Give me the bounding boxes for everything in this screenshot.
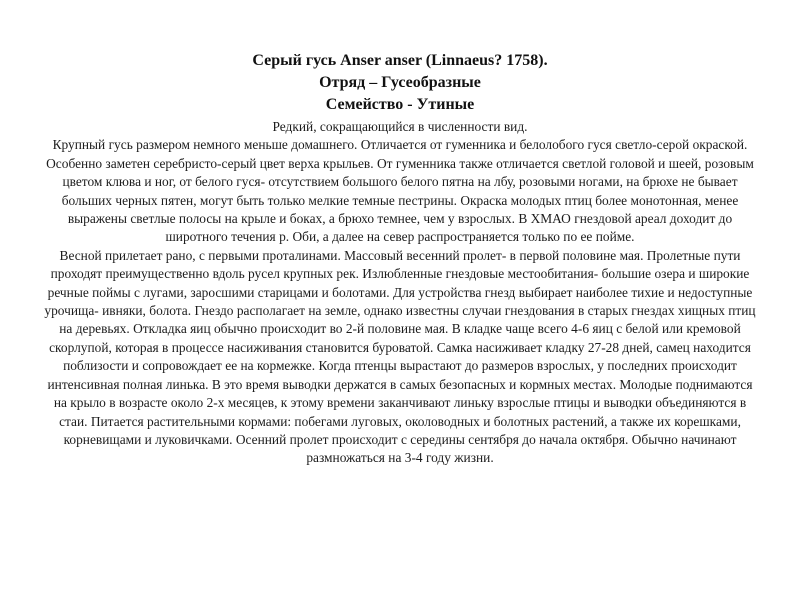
order-heading: Отряд – Гусеобразные bbox=[319, 74, 481, 91]
slide-content bbox=[40, 50, 760, 468]
body-text bbox=[40, 118, 760, 468]
family-heading: Семейство - Утиные bbox=[325, 96, 475, 113]
biology-paragraph: Весной прилетает рано, с первыми проталинами. Массовый весенний пролет- в первой половине мая. Пролетные пути проходят преимущественно вдоль русел крупных рек. Излюбленные гнездовые местообитания- большие озера и широкие речные поймы с лугами, заросшими старицами и болотами. Для устройства гнезд выбирает наиболее тихие и недоступные урочища- ивняки, болота. Гнездо располагает на земле, однако известны случаи гнездования в старых гнездах хищных птиц на деревьях. Откладка яиц обычно происходит во 2-й половине мая. В кладке чаще всего 4-6 яиц с белой или кремовой скорлупой, которая в процессе насиживания становится буроватой. Самка насиживает кладку 27-28 дней, самец находится поблизости и сопровождает ее на кормежке. Когда птенцы вырастают до размеров взрослых, у последних происходит интенсивная полная линька. В это время выводки держатся в самых безопасных и кормных местах. Молодые поднимаются на крыло в возрасте около 2-х месяцев, к этому времени заканчивают линьку взрослые птицы и выводки объединяются в стаи. Питается растительными кормами: побегами луговых, околоводных и болотных растений, а также их корешками, корневищами и луковичками. Осенний пролет происходит с середины сентября до начала октября. Обычно начинают размножаться на 3-4 году жизни. bbox=[44, 247, 756, 466]
status-paragraph: Редкий, сокращающийся в численности вид. bbox=[272, 119, 528, 134]
description-paragraph: Крупный гусь размером немного меньше домашнего. Отличается от гуменника и белолобого гуся светло-серой окраской. Особенно заметен серебристо-серый цвет верха крыльев. От гуменника также отличается светлой головой и шеей, розовым цветом клюва и ног, от белого гуся- отсутствием большого белого пятна на лбу, розовыми ногами, на брюхе не бывает больших черных пятен, могут быть только мелкие темные пестрины. Окраска молодых птиц более монотонная, менее выражены светлые полосы на крыле и боках, а брюхо темнее, чем у взрослых. В ХМАО гнездовой ареал доходит до широтного течения р. Оби, а далее на север распространяется только по ее пойме. bbox=[46, 137, 754, 245]
species-title: Серый гусь Anser anser (Linnaeus? 1758). bbox=[252, 52, 548, 69]
